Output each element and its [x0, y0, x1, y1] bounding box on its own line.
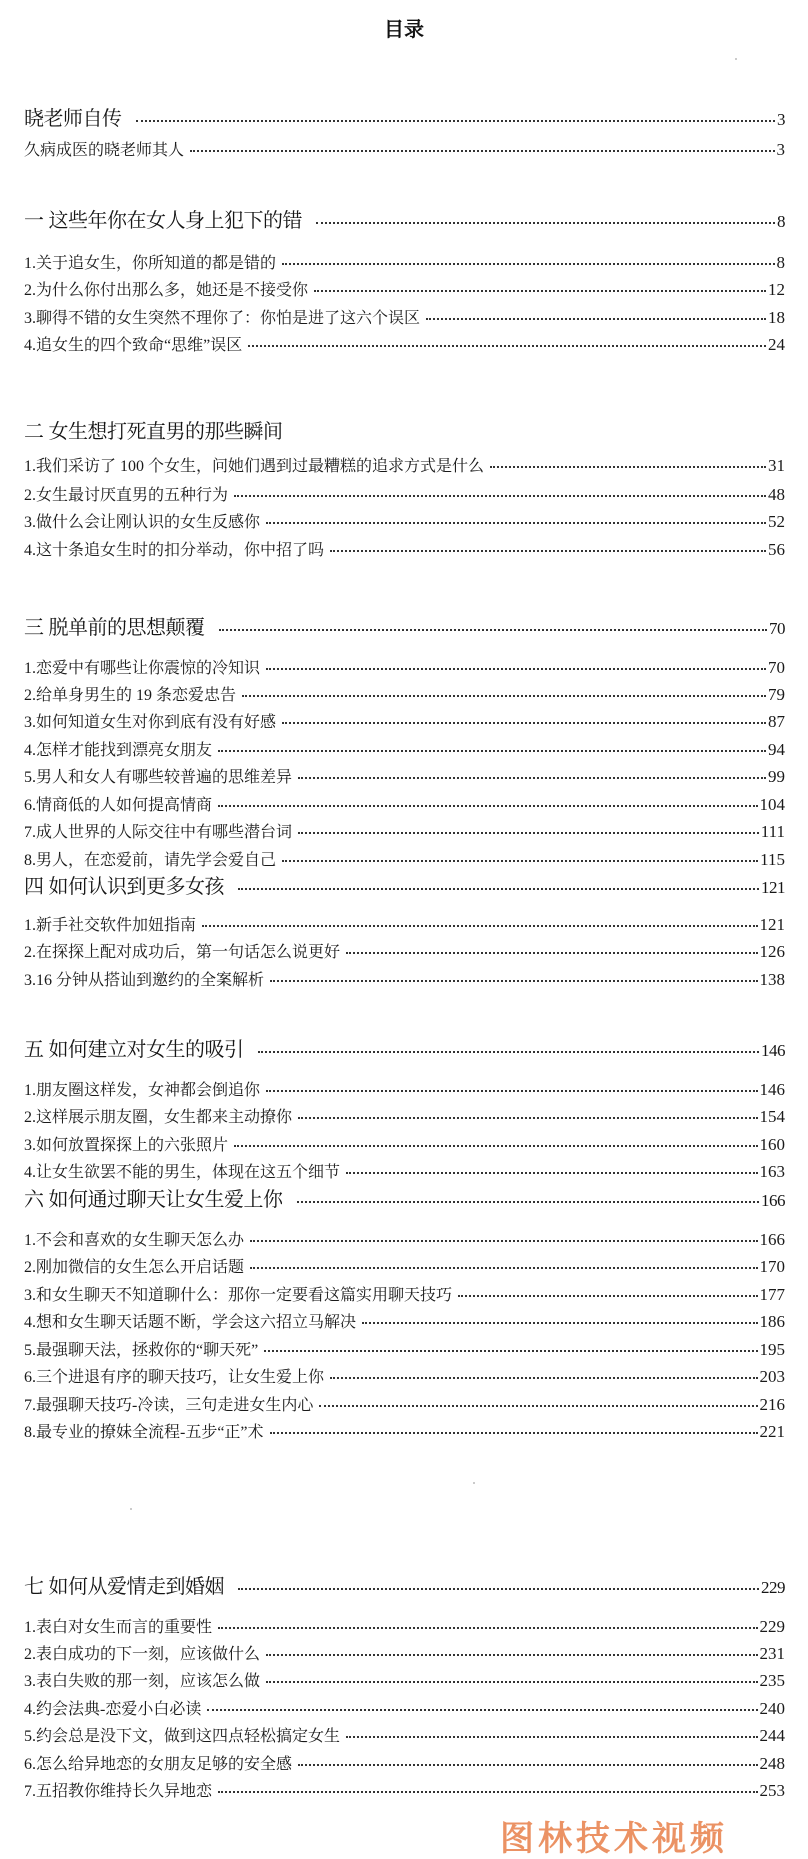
scan-artifact: [473, 1482, 475, 1484]
entry-label: 3.16 分钟从搭讪到邀约的全案解析: [24, 972, 265, 989]
watermark: 图林技术视频: [500, 1819, 728, 1859]
dot-leader: [264, 1349, 757, 1352]
dot-leader: [490, 465, 766, 468]
entry-label: 1.我们采访了 100 个女生，问她们遇到过最糟糕的追求方式是什么: [24, 458, 485, 475]
entry-label: 4.追女生的四个致命“思维”误区: [24, 337, 243, 354]
entry-label: 5.男人和女人有哪些较普遍的思维差异: [24, 769, 293, 786]
entry-page-number: 56: [768, 540, 785, 559]
chapter-page-number: 121: [761, 878, 785, 897]
entry-label: 2.表白成功的下一刻，应该做什么: [24, 1646, 261, 1663]
entry-page-number: 87: [768, 712, 785, 731]
entry-page-number: 203: [759, 1367, 785, 1386]
chapter-page-number: 166: [761, 1191, 785, 1210]
scan-artifact: [735, 58, 737, 60]
dot-leader: [136, 119, 776, 122]
chapter-title: 四 如何认识到更多女孩: [24, 876, 225, 898]
entry-label: 2.刚加微信的女生怎么开启话题: [24, 1259, 245, 1276]
dot-leader: [330, 1376, 757, 1379]
dot-leader: [270, 979, 757, 982]
toc-entry[interactable]: [24, 1421, 785, 1444]
entry-label: 4.约会法典-恋爱小白必读: [24, 1701, 202, 1718]
dot-leader: [298, 1116, 757, 1119]
entry-label: 8.最专业的撩妹全流程-五步“正”术: [24, 1424, 264, 1441]
dot-leader: [218, 804, 757, 807]
chapter-title: 二 女生想打死直男的那些瞬间: [24, 421, 283, 443]
dot-leader: [250, 1266, 757, 1269]
dot-leader: [258, 1050, 759, 1053]
toc-entry[interactable]: [24, 1161, 785, 1184]
dot-leader: [297, 1200, 759, 1203]
entry-page-number: 163: [759, 1162, 785, 1181]
entry-page-number: 235: [759, 1671, 785, 1690]
chapter-heading-2[interactable]: [24, 419, 785, 445]
toc-entry[interactable]: [24, 849, 785, 872]
dot-leader: [218, 749, 766, 752]
entry-page-number: 52: [768, 512, 785, 531]
entry-page-number: 216: [759, 1395, 785, 1414]
toc-entry[interactable]: [24, 279, 785, 302]
entry-label: 3.聊得不错的女生突然不理你了：你怕是进了这六个误区: [24, 310, 421, 327]
toc-entry[interactable]: [24, 252, 785, 275]
entry-label: 1.关于追女生，你所知道的都是错的: [24, 255, 277, 272]
chapter-title: 六 如何通过聊天让女生爱上你: [24, 1189, 283, 1211]
entry-page-number: 166: [759, 1230, 785, 1249]
toc-title: 目录: [384, 19, 424, 41]
entry-page-number: 240: [759, 1699, 785, 1718]
entry-page-number: 221: [759, 1422, 785, 1441]
entry-label: 2.给单身男生的 19 条恋爱忠告: [24, 687, 237, 704]
entry-page-number: 104: [759, 795, 785, 814]
entry-page-number: 195: [759, 1340, 785, 1359]
entry-label: 1.朋友圈这样发，女神都会倒追你: [24, 1082, 261, 1099]
toc-entry[interactable]: [24, 794, 785, 817]
entry-page-number: 3: [776, 140, 785, 159]
entry-page-number: 8: [776, 253, 785, 272]
toc-entry[interactable]: [24, 969, 785, 992]
entry-page-number: 70: [768, 658, 785, 677]
entry-label: 5.最强聊天法，拯救你的“聊天死”: [24, 1342, 259, 1359]
entry-label: 6.三个进退有序的聊天技巧，让女生爱上你: [24, 1369, 325, 1386]
toc-entry[interactable]: [24, 334, 785, 357]
toc-entry[interactable]: [24, 1780, 785, 1803]
chapter-heading-4[interactable]: [24, 874, 785, 901]
toc-entry-preface-about[interactable]: [24, 139, 785, 162]
entry-page-number: 177: [759, 1285, 785, 1304]
entry-page-number: 229: [759, 1617, 785, 1636]
entry-page-number: 48: [768, 485, 785, 504]
chapter-page-number: 70: [769, 619, 785, 638]
toc-entry[interactable]: [24, 1725, 785, 1748]
dot-leader: [266, 667, 766, 670]
entry-label: 4.这十条追女生时的扣分举动，你中招了吗: [24, 542, 325, 559]
chapter-heading-5[interactable]: [24, 1037, 785, 1064]
entry-label: 3.如何放置探探上的六张照片: [24, 1137, 229, 1154]
entry-page-number: 146: [759, 1080, 785, 1099]
entry-label: 1.表白对女生而言的重要性: [24, 1619, 213, 1636]
toc-entry[interactable]: [24, 914, 785, 937]
entry-label: 晓老师自传: [24, 108, 122, 130]
toc-entry[interactable]: [24, 1256, 785, 1279]
entry-page-number: 170: [759, 1257, 785, 1276]
toc-entry[interactable]: [24, 1366, 785, 1389]
entry-page-number: 79: [768, 685, 785, 704]
toc-entry[interactable]: [24, 1394, 785, 1417]
chapter-heading-1[interactable]: [24, 208, 785, 235]
toc-entry[interactable]: [24, 684, 785, 707]
dot-leader: [346, 1735, 757, 1738]
dot-leader: [298, 831, 759, 834]
entry-label: 7.最强聊天技巧-冷读，三句走进女生内心: [24, 1397, 314, 1414]
entry-label: 7.五招教你维持长久异地恋: [24, 1783, 213, 1800]
dot-leader: [238, 1587, 759, 1590]
toc-entry[interactable]: [24, 739, 785, 762]
entry-label: 1.不会和喜欢的女生聊天怎么办: [24, 1232, 245, 1249]
entry-label: 1.新手社交软件加妞指南: [24, 917, 197, 934]
entry-label: 7.成人世界的人际交往中有哪些潜台词: [24, 824, 293, 841]
chapter-title: 三 脱单前的思想颠覆: [24, 617, 205, 639]
dot-leader: [270, 1431, 758, 1434]
toc-entry[interactable]: [24, 511, 785, 534]
dot-leader: [314, 289, 766, 292]
toc-entry[interactable]: [24, 484, 785, 507]
toc-entry[interactable]: [24, 539, 785, 562]
dot-leader: [218, 1626, 757, 1629]
entry-label: 4.让女生欲罢不能的男生，体现在这五个细节: [24, 1164, 341, 1181]
toc-entry[interactable]: [24, 821, 785, 844]
entry-page-number: 99: [768, 767, 785, 786]
dot-leader: [266, 1653, 757, 1656]
entry-page-number: 31: [768, 456, 785, 475]
toc-entry[interactable]: [24, 657, 785, 680]
entry-label: 1.恋爱中有哪些让你震惊的冷知识: [24, 660, 261, 677]
toc-entry[interactable]: [24, 1229, 785, 1252]
toc-entry[interactable]: [24, 1311, 785, 1334]
dot-leader: [362, 1321, 757, 1324]
dot-leader: [330, 549, 766, 552]
dot-leader: [298, 776, 766, 779]
entry-label: 5.约会总是没下文，做到这四点轻松搞定女生: [24, 1728, 341, 1745]
toc-entry[interactable]: [24, 1698, 785, 1721]
chapter-title: 七 如何从爱情走到婚姻: [24, 1576, 225, 1598]
chapter-title: 一 这些年你在女人身上犯下的错: [24, 210, 303, 232]
chapter-heading-3[interactable]: [24, 615, 785, 642]
dot-leader: [234, 1144, 757, 1147]
dot-leader: [202, 924, 757, 927]
entry-page-number: 186: [759, 1312, 785, 1331]
entry-page-number: 154: [759, 1107, 785, 1126]
entry-label: 久病成医的晓老师其人: [24, 142, 185, 159]
entry-page-number: 94: [768, 740, 785, 759]
dot-leader: [266, 1680, 757, 1683]
entry-label: 6.情商低的人如何提高情商: [24, 797, 213, 814]
entry-page-number: 18: [768, 308, 785, 327]
entry-label: 4.想和女生聊天话题不断，学会这六招立马解决: [24, 1314, 357, 1331]
entry-label: 4.怎样才能找到漂亮女朋友: [24, 742, 213, 759]
dot-leader: [234, 494, 766, 497]
entry-page-number: 253: [759, 1781, 785, 1800]
toc-entry[interactable]: [24, 1106, 785, 1129]
dot-leader: [207, 1708, 757, 1711]
entry-label: 2.为什么你付出那么多，她还是不接受你: [24, 282, 309, 299]
toc-entry[interactable]: [24, 455, 785, 478]
dot-leader: [250, 1239, 757, 1242]
entry-page-number: 138: [759, 970, 785, 989]
entry-page-number: 24: [768, 335, 785, 354]
dot-leader: [242, 694, 766, 697]
dot-leader: [266, 1089, 757, 1092]
dot-leader: [458, 1294, 757, 1297]
chapter-page-number: 8: [777, 212, 785, 231]
entry-page-number: 160: [759, 1135, 785, 1154]
toc-entry[interactable]: [24, 941, 785, 964]
toc-entry[interactable]: [24, 1753, 785, 1776]
dot-leader: [282, 859, 758, 862]
entry-page-number: 126: [759, 942, 785, 961]
dot-leader: [248, 344, 766, 347]
toc-entry[interactable]: [24, 1284, 785, 1307]
toc-entry[interactable]: [24, 1079, 785, 1102]
dot-leader: [282, 721, 766, 724]
entry-label: 2.这样展示朋友圈，女生都来主动撩你: [24, 1109, 293, 1126]
entry-label: 8.男人，在恋爱前，请先学会爱自己: [24, 852, 277, 869]
chapter-page-number: 229: [761, 1578, 785, 1597]
entry-label: 6.怎么给异地恋的女朋友足够的安全感: [24, 1756, 293, 1773]
toc-entry[interactable]: [24, 307, 785, 330]
toc-entry[interactable]: [24, 766, 785, 789]
entry-page-number: 231: [759, 1644, 785, 1663]
entry-label: 3.做什么会让刚认识的女生反感你: [24, 514, 261, 531]
dot-leader: [346, 1171, 757, 1174]
toc-entry[interactable]: [24, 1134, 785, 1157]
dot-leader: [316, 221, 775, 224]
dot-leader: [426, 317, 766, 320]
toc-entry[interactable]: [24, 1670, 785, 1693]
toc-entry-preface-autobiography[interactable]: [24, 106, 785, 133]
entry-page-number: 244: [759, 1726, 785, 1745]
chapter-heading-6[interactable]: [24, 1187, 785, 1214]
entry-page-number: 115: [760, 850, 785, 869]
entry-page-number: 121: [759, 915, 785, 934]
entry-label: 3.和女生聊天不知道聊什么：那你一定要看这篇实用聊天技巧: [24, 1287, 453, 1304]
entry-page-number: 3: [777, 110, 785, 129]
dot-leader: [190, 149, 774, 152]
entry-label: 2.女生最讨厌直男的五种行为: [24, 487, 229, 504]
dot-leader: [282, 262, 774, 265]
entry-label: 3.如何知道女生对你到底有没有好感: [24, 714, 277, 731]
entry-page-number: 111: [760, 822, 785, 841]
entry-page-number: 12: [768, 280, 785, 299]
dot-leader: [219, 628, 767, 631]
toc-entry[interactable]: [24, 1616, 785, 1639]
scan-artifact: [130, 1508, 132, 1510]
chapter-page-number: 146: [761, 1041, 785, 1060]
toc-entry[interactable]: [24, 711, 785, 734]
dot-leader: [298, 1763, 757, 1766]
entry-page-number: 248: [759, 1754, 785, 1773]
chapter-title: 五 如何建立对女生的吸引: [24, 1039, 244, 1061]
dot-leader: [266, 521, 766, 524]
toc-entry[interactable]: [24, 1339, 785, 1362]
dot-leader: [218, 1790, 757, 1793]
dot-leader: [238, 887, 759, 890]
dot-leader: [319, 1404, 757, 1407]
entry-label: 3.表白失败的那一刻，应该怎么做: [24, 1673, 261, 1690]
toc-entry[interactable]: [24, 1643, 785, 1666]
entry-label: 2.在探探上配对成功后，第一句话怎么说更好: [24, 944, 341, 961]
chapter-heading-7[interactable]: [24, 1574, 785, 1601]
dot-leader: [346, 951, 757, 954]
